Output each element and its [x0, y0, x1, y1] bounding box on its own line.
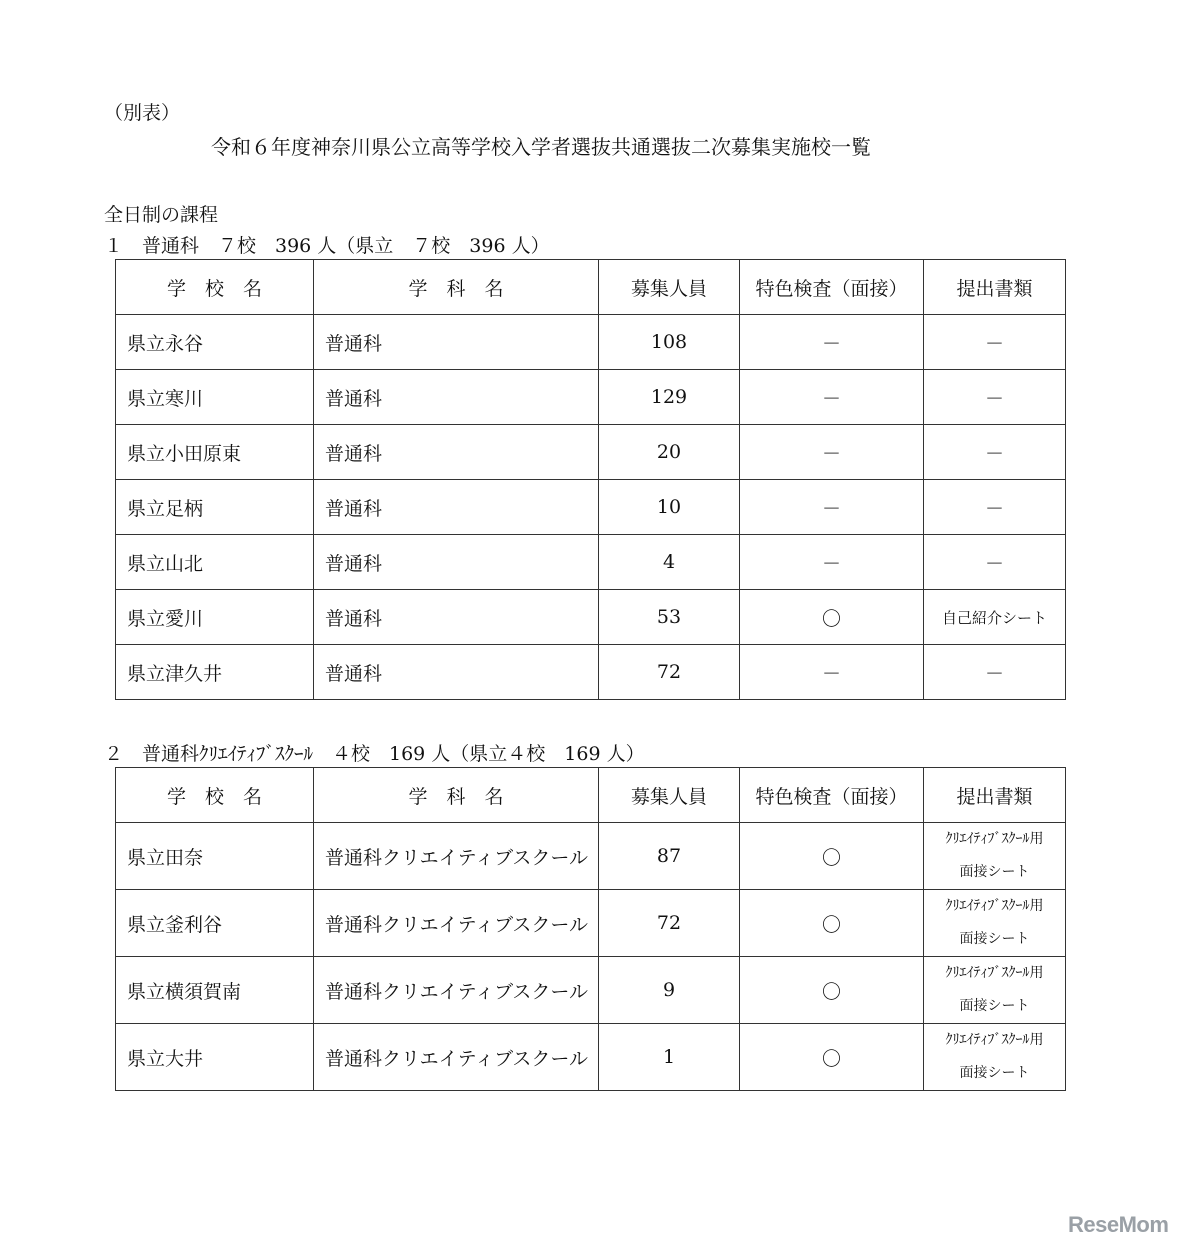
school-cell: 県立田奈	[116, 823, 314, 890]
capacity-cell: 10	[599, 480, 740, 535]
documents-cell: －	[924, 645, 1066, 700]
interview-cell: 〇	[740, 957, 924, 1024]
interview-cell: －	[740, 480, 924, 535]
page-title: 令和６年度神奈川県公立高等学校入学者選抜共通選抜二次募集実施校一覧	[211, 135, 871, 159]
table-row	[116, 957, 1066, 1024]
table-row	[116, 480, 1066, 535]
documents-line: ｸﾘｴｲﾃｨﾌﾞｽｸｰﾙ用	[945, 965, 1044, 981]
header-school: 学 校 名	[116, 260, 314, 315]
school-cell: 県立山北	[116, 535, 314, 590]
school-cell: 県立大井	[116, 1024, 314, 1091]
capacity-cell: 1	[599, 1024, 740, 1091]
interview-cell: －	[740, 535, 924, 590]
documents-line: ｸﾘｴｲﾃｨﾌﾞｽｸｰﾙ用	[945, 831, 1044, 847]
documents-cell	[924, 890, 1066, 957]
interview-cell: 〇	[740, 1024, 924, 1091]
dept-cell: 普通科クリエイティブスクール	[314, 957, 599, 1024]
documents-cell	[924, 823, 1066, 890]
section-heading-2: ２ 普通科ｸﾘｴｲﾃｨﾌﾞｽｸｰﾙ ４校 169 人（県立４校 169 人）	[104, 743, 645, 765]
capacity-cell: 129	[599, 370, 740, 425]
section-heading-1: １ 普通科 ７校 396 人（県立 ７校 396 人）	[104, 235, 550, 257]
header-school: 学 校 名	[116, 768, 314, 823]
dept-cell: 普通科クリエイティブスクール	[314, 890, 599, 957]
school-cell: 県立釜利谷	[116, 890, 314, 957]
header-interview: 特色検査（面接）	[740, 768, 924, 823]
dept-cell: 普通科	[314, 480, 599, 535]
dept-cell: 普通科クリエイティブスクール	[314, 823, 599, 890]
school-cell: 県立寒川	[116, 370, 314, 425]
dept-cell: 普通科	[314, 535, 599, 590]
table-row	[116, 425, 1066, 480]
capacity-cell: 87	[599, 823, 740, 890]
dept-cell: 普通科	[314, 425, 599, 480]
capacity-cell: 72	[599, 645, 740, 700]
documents-cell: －	[924, 480, 1066, 535]
dept-cell: 普通科	[314, 370, 599, 425]
documents-line: 面接シート	[959, 1065, 1030, 1081]
capacity-cell: 108	[599, 315, 740, 370]
documents-cell: －	[924, 425, 1066, 480]
school-cell: 県立永谷	[116, 315, 314, 370]
capacity-cell: 9	[599, 957, 740, 1024]
header-dept: 学 科 名	[314, 260, 599, 315]
dept-cell: 普通科	[314, 645, 599, 700]
school-cell: 県立小田原東	[116, 425, 314, 480]
capacity-cell: 20	[599, 425, 740, 480]
interview-cell: －	[740, 425, 924, 480]
table-row	[116, 370, 1066, 425]
table-row	[116, 535, 1066, 590]
capacity-cell: 53	[599, 590, 740, 645]
school-cell: 県立愛川	[116, 590, 314, 645]
header-documents: 提出書類	[924, 260, 1066, 315]
documents-cell	[924, 1024, 1066, 1091]
documents-cell: －	[924, 535, 1066, 590]
header-dept: 学 科 名	[314, 768, 599, 823]
table-header	[116, 260, 1066, 315]
header-capacity: 募集人員	[599, 260, 740, 315]
table-row	[116, 645, 1066, 700]
interview-cell: －	[740, 645, 924, 700]
table-row	[116, 1024, 1066, 1091]
documents-line: 面接シート	[959, 931, 1030, 947]
header-capacity: 募集人員	[599, 768, 740, 823]
interview-cell: 〇	[740, 590, 924, 645]
table-row	[116, 590, 1066, 645]
table-row	[116, 890, 1066, 957]
table-creative-school	[115, 767, 1066, 1091]
table-general	[115, 259, 1066, 700]
interview-cell: 〇	[740, 890, 924, 957]
course-label: 全日制の課程	[104, 204, 219, 226]
capacity-cell: 72	[599, 890, 740, 957]
interview-cell: －	[740, 370, 924, 425]
table-row	[116, 315, 1066, 370]
documents-line: 面接シート	[959, 864, 1030, 880]
resemom-watermark-logo: ReseMom	[1068, 1212, 1169, 1237]
capacity-cell: 4	[599, 535, 740, 590]
dept-cell: 普通科クリエイティブスクール	[314, 1024, 599, 1091]
header-interview: 特色検査（面接）	[740, 260, 924, 315]
school-cell: 県立足柄	[116, 480, 314, 535]
school-cell: 県立横須賀南	[116, 957, 314, 1024]
documents-line: ｸﾘｴｲﾃｨﾌﾞｽｸｰﾙ用	[945, 898, 1044, 914]
documents-cell: －	[924, 370, 1066, 425]
documents-cell	[924, 957, 1066, 1024]
documents-cell: －	[924, 315, 1066, 370]
interview-cell: －	[740, 315, 924, 370]
documents-line: 面接シート	[959, 998, 1030, 1014]
interview-cell: 〇	[740, 823, 924, 890]
documents-line: ｸﾘｴｲﾃｨﾌﾞｽｸｰﾙ用	[945, 1032, 1044, 1048]
dept-cell: 普通科	[314, 315, 599, 370]
header-documents: 提出書類	[924, 768, 1066, 823]
table-header	[116, 768, 1066, 823]
annex-label: （別表）	[104, 102, 181, 124]
documents-cell: 自己紹介シート	[924, 590, 1066, 645]
dept-cell: 普通科	[314, 590, 599, 645]
school-cell: 県立津久井	[116, 645, 314, 700]
table-row	[116, 823, 1066, 890]
